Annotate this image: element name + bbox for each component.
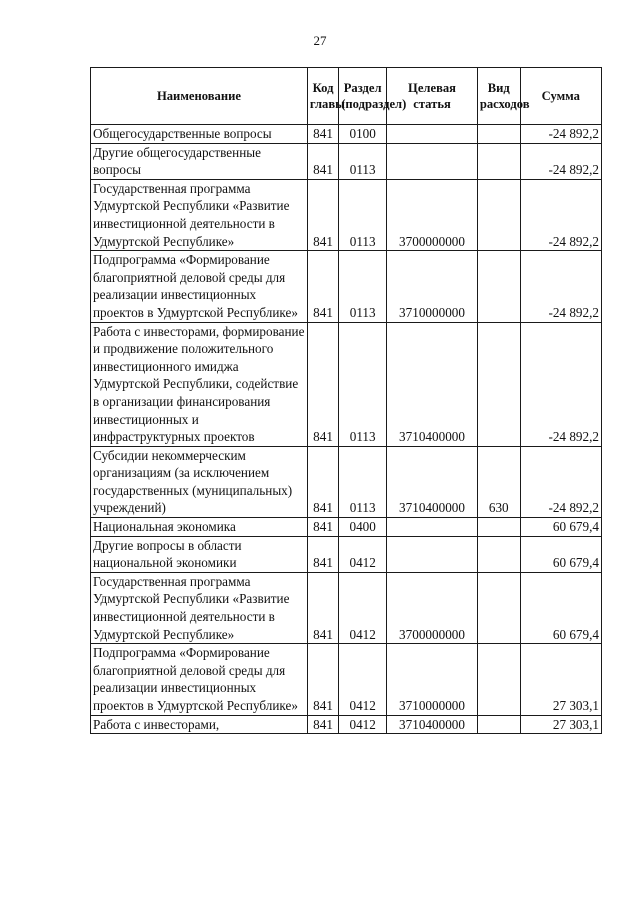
row-type <box>477 518 520 537</box>
row-type <box>477 536 520 572</box>
table-row <box>91 251 602 322</box>
row-section: 0100 <box>339 125 387 144</box>
row-target: 3710400000 <box>387 446 478 517</box>
header-name: Наименование <box>91 68 308 125</box>
row-code: 841 <box>307 536 338 572</box>
row-code: 841 <box>307 715 338 734</box>
row-target <box>387 125 478 144</box>
row-target <box>387 536 478 572</box>
row-target <box>387 143 478 179</box>
row-target: 3710400000 <box>387 322 478 446</box>
row-code: 841 <box>307 251 338 322</box>
row-section: 0113 <box>339 251 387 322</box>
row-code: 841 <box>307 572 338 643</box>
row-sum: 27 303,1 <box>520 715 601 734</box>
row-code: 841 <box>307 518 338 537</box>
row-name: Подпрограмма «Формирование благоприятной деловой среды для реализации инвестиционных проектов в Удмуртской Республике» <box>91 644 308 715</box>
row-name: Работа с инвесторами, <box>91 715 308 734</box>
table-row <box>91 644 602 715</box>
table-row <box>91 715 602 734</box>
table-row <box>91 536 602 572</box>
header-sum: Сумма <box>520 68 601 125</box>
table-row <box>91 518 602 537</box>
row-section: 0400 <box>339 518 387 537</box>
table-header-row <box>91 68 602 125</box>
row-sum: -24 892,2 <box>520 322 601 446</box>
table-row <box>91 446 602 517</box>
row-type <box>477 143 520 179</box>
row-sum: -24 892,2 <box>520 125 601 144</box>
row-type <box>477 322 520 446</box>
table-row <box>91 322 602 446</box>
row-type <box>477 715 520 734</box>
row-name: Другие общегосударственные вопросы <box>91 143 308 179</box>
row-type <box>477 125 520 144</box>
row-sum: 60 679,4 <box>520 536 601 572</box>
row-sum: -24 892,2 <box>520 179 601 250</box>
row-section: 0412 <box>339 536 387 572</box>
header-target: Целевая статья <box>387 68 478 125</box>
row-name: Субсидии некоммерческим организациям (за исключением государственных (муниципальных) учреждений) <box>91 446 308 517</box>
row-sum: 60 679,4 <box>520 518 601 537</box>
row-section: 0113 <box>339 179 387 250</box>
table-row <box>91 572 602 643</box>
row-type <box>477 644 520 715</box>
row-target: 3710000000 <box>387 251 478 322</box>
row-sum: 60 679,4 <box>520 572 601 643</box>
row-sum: -24 892,2 <box>520 251 601 322</box>
row-name: Другие вопросы в области национальной экономики <box>91 536 308 572</box>
row-target <box>387 518 478 537</box>
row-sum: -24 892,2 <box>520 446 601 517</box>
row-section: 0412 <box>339 715 387 734</box>
row-code: 841 <box>307 143 338 179</box>
row-section: 0113 <box>339 322 387 446</box>
row-name: Национальная экономика <box>91 518 308 537</box>
row-sum: 27 303,1 <box>520 644 601 715</box>
header-type: Вид расходов <box>477 68 520 125</box>
row-code: 841 <box>307 179 338 250</box>
row-target: 3710400000 <box>387 715 478 734</box>
header-code: Код главы <box>307 68 338 125</box>
row-target: 3710000000 <box>387 644 478 715</box>
table-row <box>91 125 602 144</box>
row-code: 841 <box>307 644 338 715</box>
page-number: 27 <box>313 33 327 48</box>
budget-table <box>90 67 602 734</box>
row-target: 3700000000 <box>387 572 478 643</box>
row-type: 630 <box>477 446 520 517</box>
row-type <box>477 179 520 250</box>
row-section: 0412 <box>339 644 387 715</box>
table-row <box>91 179 602 250</box>
row-name: Государственная программа Удмуртской Республики «Развитие инвестиционной деятельности в Удмуртской Республике» <box>91 179 308 250</box>
row-section: 0113 <box>339 446 387 517</box>
row-sum: -24 892,2 <box>520 143 601 179</box>
row-name: Государственная программа Удмуртской Республики «Развитие инвестиционной деятельности в Удмуртской Республике» <box>91 572 308 643</box>
row-code: 841 <box>307 125 338 144</box>
row-code: 841 <box>307 322 338 446</box>
row-name: Общегосударственные вопросы <box>91 125 308 144</box>
header-section: Раздел (подраздел) <box>339 68 387 125</box>
table-row <box>91 143 602 179</box>
row-name: Подпрограмма «Формирование благоприятной деловой среды для реализации инвестиционных проектов в Удмуртской Республике» <box>91 251 308 322</box>
row-type <box>477 572 520 643</box>
row-code: 841 <box>307 446 338 517</box>
row-section: 0113 <box>339 143 387 179</box>
row-name: Работа с инвесторами, формирование и продвижение положительного инвестиционного имиджа Удмуртской Республики, содействие в организации финансирования инвестиционных и инфраструктурных проектов <box>91 322 308 446</box>
row-section: 0412 <box>339 572 387 643</box>
row-target: 3700000000 <box>387 179 478 250</box>
row-type <box>477 251 520 322</box>
